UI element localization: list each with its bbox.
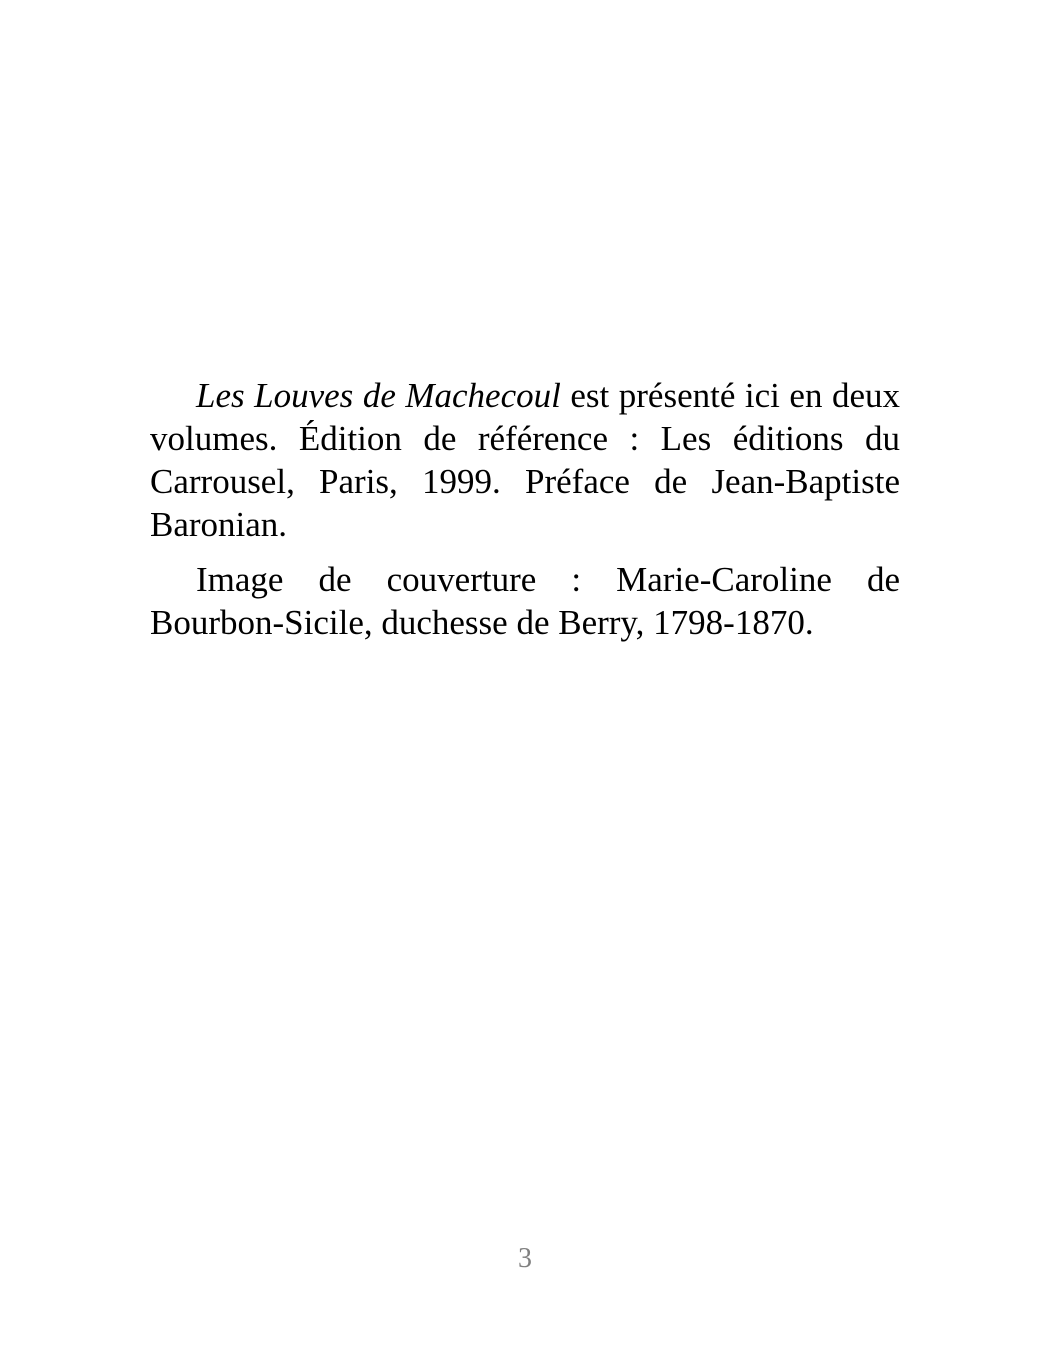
- page-number: 3: [518, 1243, 532, 1274]
- book-title: Les Louves de Machecoul: [196, 376, 561, 415]
- edition-note-text: est présenté ici en deux volumes. Édition de référence : Les éditions du Carrousel, Paris, 1999. Préface de Jean-Baptiste Baronian.: [150, 376, 900, 544]
- page-body: [150, 374, 900, 656]
- edition-note-paragraph: [150, 374, 900, 546]
- cover-note-paragraph: Image de couverture : Marie-Caroline de Bourbon-Sicile, duchesse de Berry, 1798-1870.: [150, 560, 900, 642]
